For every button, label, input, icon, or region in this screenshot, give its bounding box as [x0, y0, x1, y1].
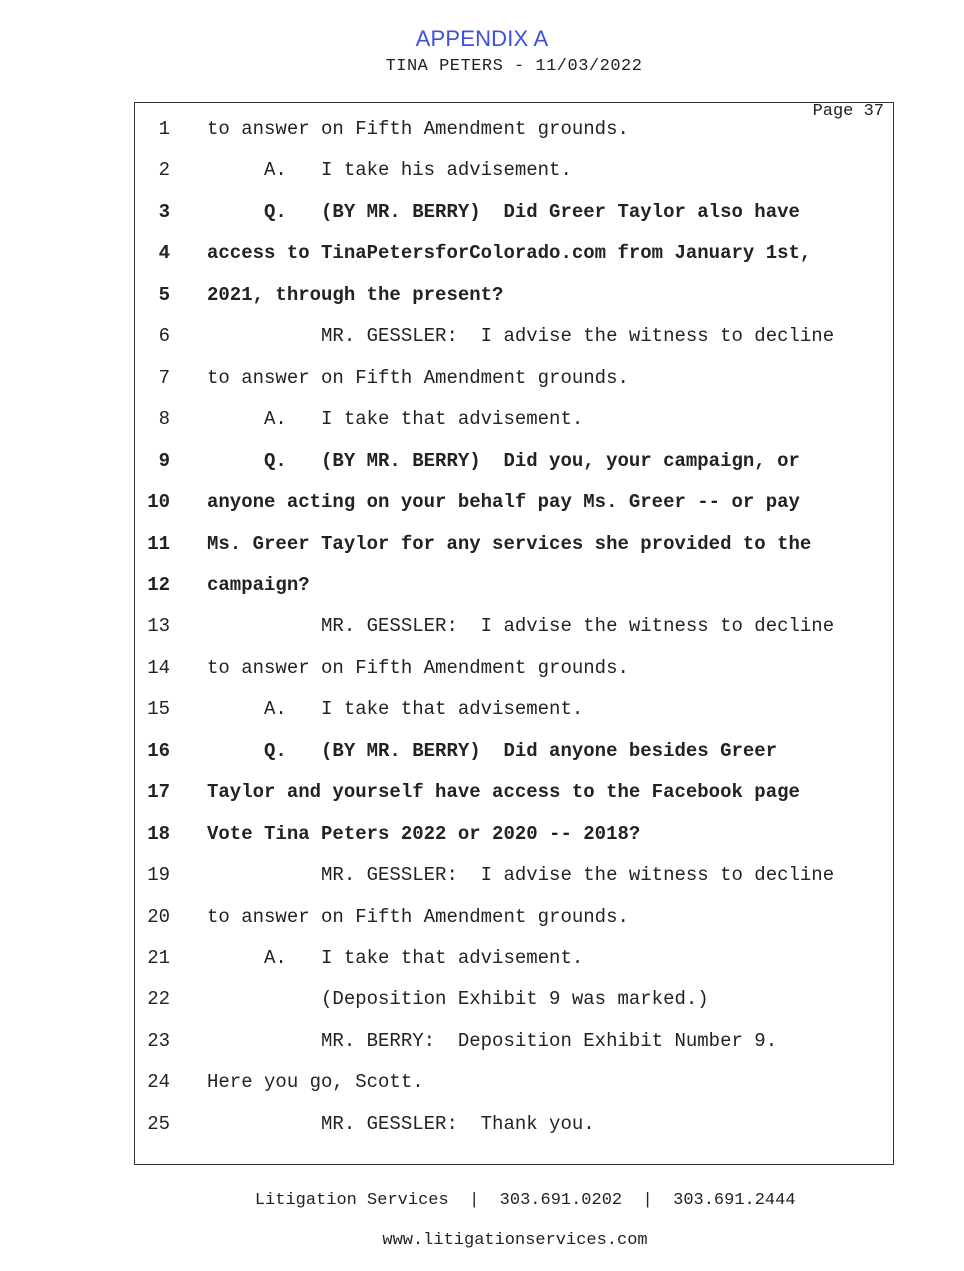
line-number: 17 — [147, 781, 170, 804]
line-number: 4 — [158, 242, 170, 265]
line-text: Q. (BY MR. BERRY) Did anyone besides Greer — [207, 739, 778, 762]
line-number: 19 — [147, 864, 170, 887]
transcript-line — [0, 943, 964, 973]
line-number: 15 — [147, 698, 170, 721]
line-text: Q. (BY MR. BERRY) Did you, your campaign, or — [207, 449, 800, 472]
line-number: 11 — [147, 532, 170, 555]
line-text: MR. GESSLER: Thank you. — [207, 1112, 595, 1135]
line-text: MR. GESSLER: I advise the witness to decline — [207, 615, 835, 638]
footer-contact: Litigation Services | 303.691.0202 | 303.691.2444 — [254, 1191, 796, 1210]
line-text: campaign? — [207, 573, 310, 596]
transcript-line — [0, 529, 964, 559]
line-text: A. I take that advisement. — [207, 408, 584, 431]
transcript-line — [0, 280, 964, 310]
line-text: to answer on Fifth Amendment grounds. — [207, 656, 629, 679]
line-text: Ms. Greer Taylor for any services she provided to the — [207, 532, 812, 555]
line-text: anyone acting on your behalf pay Ms. Greer -- or pay — [207, 491, 800, 514]
transcript-line — [0, 984, 964, 1014]
line-text: access to TinaPetersforColorado.com from January 1st, — [207, 242, 812, 265]
line-number: 5 — [158, 283, 170, 306]
transcript-line — [0, 487, 964, 517]
transcript-line — [0, 653, 964, 683]
line-number: 22 — [147, 988, 170, 1011]
line-text: (Deposition Exhibit 9 was marked.) — [207, 988, 709, 1011]
transcript-line — [0, 197, 964, 227]
transcript-line — [0, 238, 964, 268]
transcript-line — [0, 860, 964, 890]
transcript-line — [0, 902, 964, 932]
line-number: 12 — [147, 573, 170, 596]
case-title: TINA PETERS - 11/03/2022 — [385, 57, 643, 76]
transcript-line — [0, 321, 964, 351]
transcript-line — [0, 819, 964, 849]
line-text: MR. GESSLER: I advise the witness to decline — [207, 864, 835, 887]
transcript-line — [0, 611, 964, 641]
line-number: 2 — [158, 159, 170, 182]
line-number: 18 — [147, 822, 170, 845]
page-number: Page 37 — [812, 102, 884, 121]
line-text: A. I take that advisement. — [207, 947, 584, 969]
line-number: 13 — [147, 615, 170, 638]
line-number: 24 — [147, 1071, 170, 1094]
line-text: A. I take that advisement. — [207, 698, 584, 721]
line-number: 6 — [158, 325, 170, 348]
line-number: 23 — [147, 1029, 170, 1052]
line-number: 8 — [158, 408, 170, 431]
line-number: 9 — [158, 449, 170, 472]
line-number: 14 — [147, 656, 170, 679]
transcript-line — [0, 1109, 964, 1139]
line-text: Q. (BY MR. BERRY) Did Greer Taylor also have — [207, 200, 800, 223]
transcript-line — [0, 736, 964, 766]
line-number: 10 — [147, 491, 170, 514]
transcript-line — [0, 363, 964, 393]
footer-url: www.litigationservices.com — [382, 1231, 648, 1250]
line-text: Here you go, Scott. — [207, 1071, 424, 1094]
line-text: MR. BERRY: Deposition Exhibit Number 9. — [207, 1029, 778, 1052]
transcript-line — [0, 570, 964, 600]
appendix-heading: APPENDIX A — [415, 26, 549, 51]
footer — [0, 1171, 964, 1271]
transcript-line — [0, 1026, 964, 1056]
line-text: to answer on Fifth Amendment grounds. — [207, 905, 629, 928]
line-number: 16 — [147, 739, 170, 762]
line-number: 20 — [147, 905, 170, 928]
line-text: A. I take his advisement. — [207, 159, 572, 182]
line-text: 2021, through the present? — [207, 283, 504, 306]
line-text: to answer on Fifth Amendment grounds. — [207, 366, 629, 389]
line-number: 7 — [158, 366, 170, 389]
transcript-line — [0, 155, 964, 185]
line-number: 1 — [158, 118, 170, 140]
line-number: 25 — [147, 1112, 170, 1135]
transcript-line — [0, 114, 964, 144]
line-number: 3 — [158, 200, 170, 223]
transcript-line — [0, 1067, 964, 1097]
transcript-line — [0, 404, 964, 434]
transcript-line — [0, 446, 964, 476]
transcript-line — [0, 777, 964, 807]
line-number: 21 — [147, 947, 170, 969]
transcript-line — [0, 694, 964, 724]
line-text: Taylor and yourself have access to the Facebook page — [207, 781, 800, 804]
line-text: Vote Tina Peters 2022 or 2020 -- 2018? — [207, 822, 641, 845]
line-text: MR. GESSLER: I advise the witness to decline — [207, 325, 835, 348]
line-text: to answer on Fifth Amendment grounds. — [207, 118, 629, 140]
